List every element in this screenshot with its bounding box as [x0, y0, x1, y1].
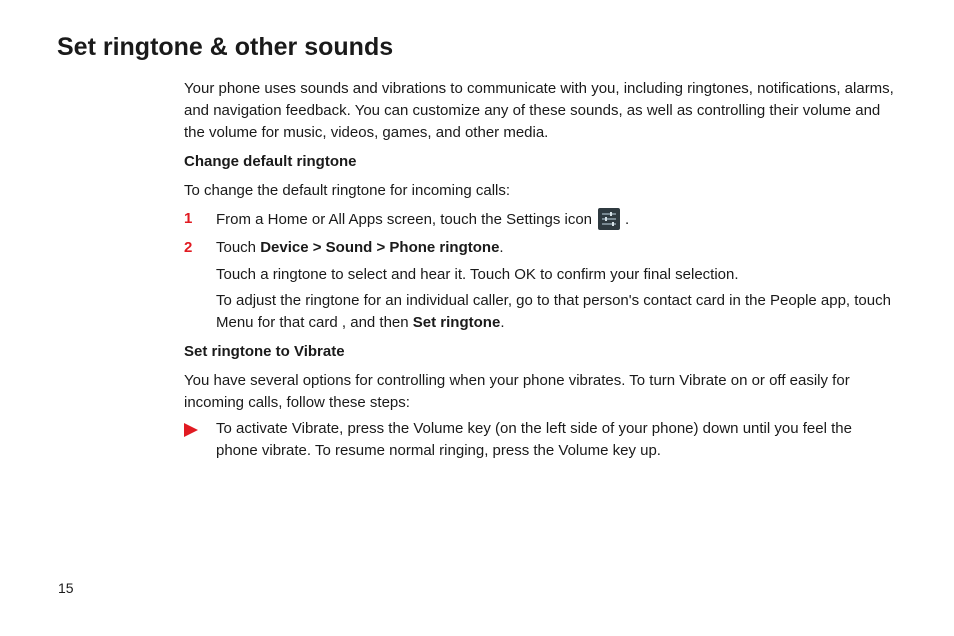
step-text — [216, 237, 896, 259]
step-number: 1 — [184, 210, 193, 227]
note-2-bold: Set ringtone — [412, 314, 501, 331]
step-2-prefix: Touch — [216, 239, 261, 256]
page-number: 15 — [58, 580, 74, 596]
arrow-bullet-icon — [184, 423, 198, 437]
section-lead-change-ringtone: To change the default ringtone for incoming calls: — [184, 182, 511, 199]
intro-paragraph: Your phone uses sounds and vibrations to communicate with you, including ringtones, notifications, alarms, and navigation feedback. You can customize any of these sounds, as well as controlling their volume and the volume for music, videos, games, and other media. — [184, 80, 894, 141]
settings-icon — [598, 208, 620, 230]
step-2-suffix: . — [499, 239, 504, 256]
step-number: 2 — [184, 239, 193, 256]
bullet-text: To activate Vibrate, press the Volume key (on the left side of your phone) down until you feel the phone vibrate. To resume normal ringing, press the Volume key up. — [216, 420, 852, 459]
note-2-suffix: . — [500, 314, 505, 331]
step-text — [216, 208, 896, 231]
step-note-select: Touch a ringtone to select and hear it. Touch OK to confirm your final selection. — [216, 266, 739, 283]
step-1-period: . — [625, 211, 630, 228]
step-note-individual — [216, 290, 894, 334]
section-heading-change-ringtone: Change default ringtone — [184, 153, 357, 170]
page-title: Set ringtone & other sounds — [57, 33, 394, 61]
section-heading-vibrate: Set ringtone to Vibrate — [184, 343, 345, 360]
section-lead-vibrate: You have several options for controlling when your phone vibrates. To turn Vibrate on or off easily for incoming calls, follow these steps: — [184, 372, 850, 411]
note-2-prefix: To adjust the ringtone for an individual caller, go to that person's contact card in the People app, touch Menu for that card , and then — [216, 292, 891, 331]
step-1-text: From a Home or All Apps screen, touch the Settings icon — [216, 211, 593, 228]
step-2-path: Device > Sound > Phone ringtone — [260, 239, 500, 256]
